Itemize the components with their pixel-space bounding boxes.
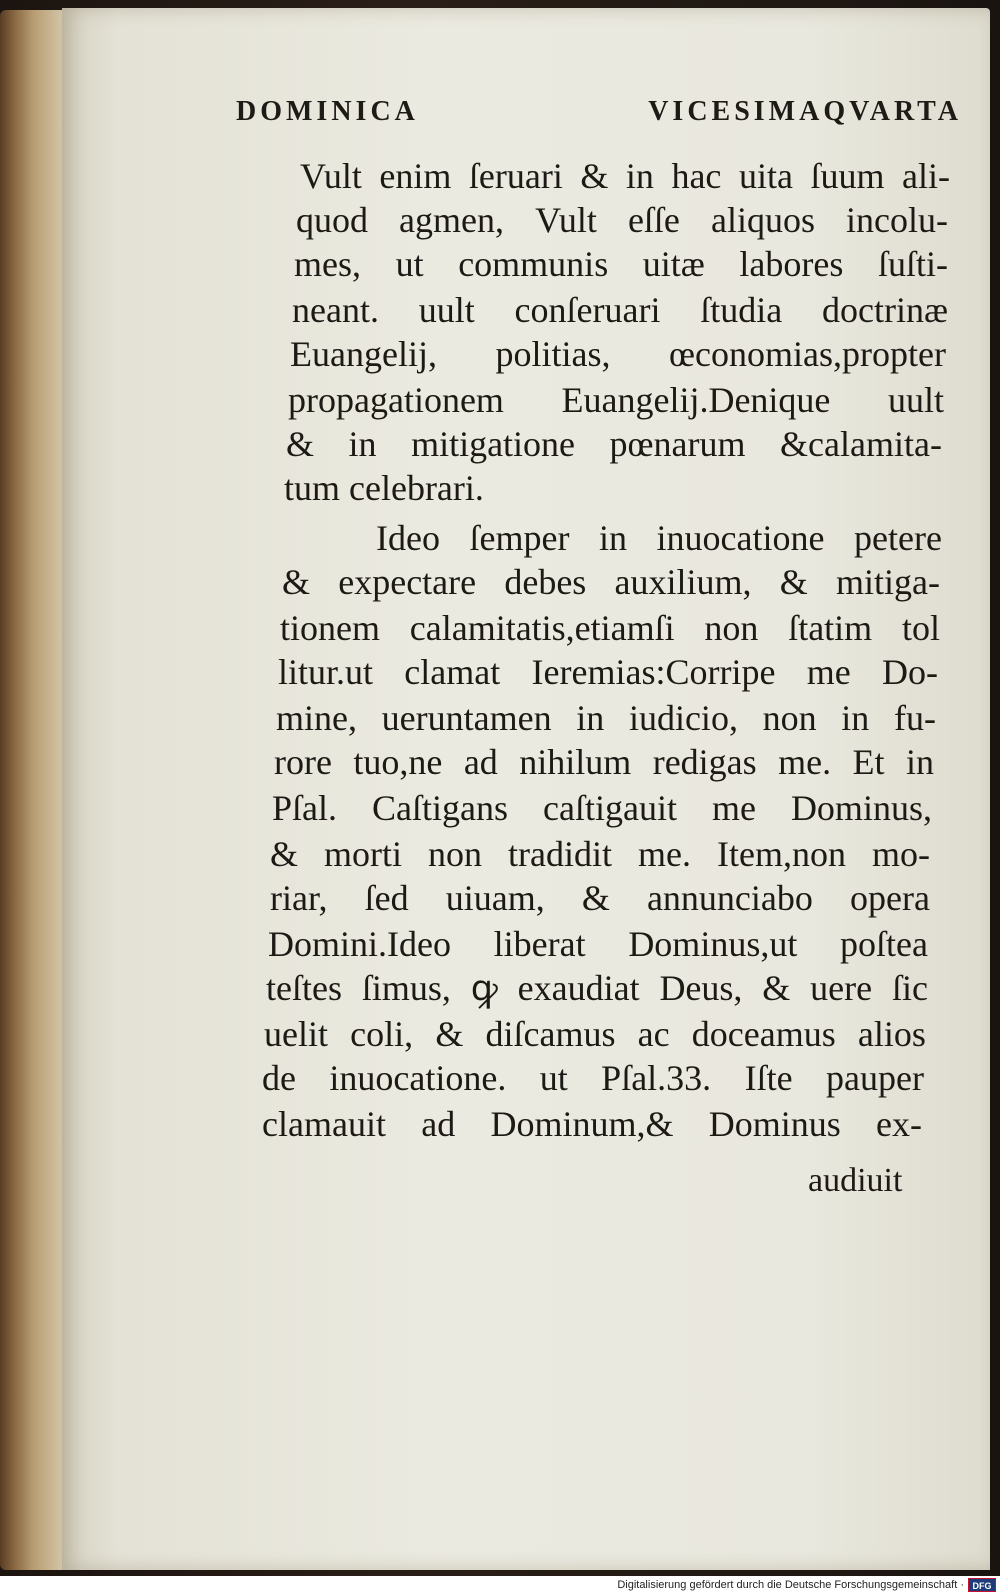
word: me [711, 788, 756, 828]
word: inuocatione [656, 518, 825, 558]
text-line [272, 790, 932, 826]
word: uelit [264, 1014, 328, 1054]
word: non [428, 834, 483, 874]
word: labores [739, 244, 844, 284]
word: poſtea [840, 924, 928, 964]
word: clamat [404, 652, 501, 692]
word: Dominus,ut [628, 924, 798, 964]
word: ali- [902, 156, 950, 196]
word: uiuam, [445, 878, 545, 918]
word: propagationem [288, 380, 504, 420]
text-line [300, 158, 950, 194]
word: auxilium, [614, 562, 752, 602]
word: in [625, 156, 654, 196]
word: ex- [876, 1104, 922, 1144]
word: quod [296, 200, 368, 240]
word: neant. [292, 290, 379, 330]
word: ut [395, 244, 424, 284]
word: fu- [893, 698, 936, 738]
text-line [266, 970, 928, 1006]
text-line [270, 880, 930, 916]
digitization-footer [0, 1576, 1000, 1596]
word: iudicio, [628, 698, 738, 738]
text-line [270, 836, 930, 872]
word: in [598, 518, 627, 558]
word: ſuſti- [877, 244, 948, 284]
word: & [286, 424, 315, 464]
word: ſic [891, 968, 928, 1008]
word: Do- [881, 652, 938, 692]
word: non [762, 698, 817, 738]
word: agmen, [399, 200, 505, 240]
word: eſſe [627, 200, 680, 240]
word: me [806, 652, 851, 692]
text-line [274, 744, 934, 780]
word: Euangelij, [290, 334, 437, 374]
word: de [262, 1058, 296, 1098]
word: tol [901, 608, 940, 648]
word: mitiga- [835, 562, 940, 602]
word: debes [504, 562, 587, 602]
word: mo- [871, 834, 930, 874]
word: non [704, 608, 759, 648]
word: uult [418, 290, 475, 330]
word: ſeruari [468, 156, 563, 196]
word: ad [463, 742, 498, 782]
running-head-left: DOMINICA [236, 96, 419, 127]
word: &calamita- [780, 424, 942, 464]
catchword: audiuit [808, 1162, 903, 1199]
word: Vult [300, 156, 362, 196]
word: pauper [825, 1058, 924, 1098]
word: Vult [535, 200, 597, 240]
word: Pſal.33. [601, 1058, 712, 1098]
word: ꝙ [470, 968, 498, 1008]
word: clamauit [262, 1104, 386, 1144]
word: politias, [495, 334, 611, 374]
word: in [348, 424, 377, 464]
word: & [282, 562, 311, 602]
word: & [580, 156, 609, 196]
word: pœnarum [609, 424, 746, 464]
word: litur.ut [278, 652, 374, 692]
text-line [288, 382, 944, 418]
word: Dominus, [790, 788, 932, 828]
word: mine, [276, 698, 357, 738]
word: opera [849, 878, 930, 918]
word: Euangelij.Denique [561, 380, 831, 420]
word: œconomias,propter [669, 334, 946, 374]
word: expectare [338, 562, 477, 602]
word: tradidit [508, 834, 612, 874]
word: tionem [280, 608, 380, 648]
word: coli, [350, 1014, 414, 1054]
word: ſtudia [700, 290, 783, 330]
word: in [576, 698, 605, 738]
word: in [841, 698, 870, 738]
word: calamitatis,etiamſi [409, 608, 675, 648]
word: ſemper [469, 518, 570, 558]
word: Dominum,& [490, 1104, 674, 1144]
word: Deus, [659, 968, 743, 1008]
word: alios [857, 1014, 926, 1054]
word: hac [671, 156, 722, 196]
word: doceamus [691, 1014, 836, 1054]
word: & [779, 562, 808, 602]
word: in [905, 742, 934, 782]
text-line [292, 292, 948, 328]
word: teſtes [266, 968, 342, 1008]
footer-credit: Digitalisierung gefördert durch die Deutsche Forschungsgemeinschaft · [617, 1579, 964, 1591]
word: Ideo [376, 518, 440, 558]
word: mitigatione [411, 424, 576, 464]
word: incolu- [846, 200, 948, 240]
text-line [262, 1106, 922, 1142]
word: Iſte [744, 1058, 793, 1098]
word: communis [458, 244, 609, 284]
word: & [270, 834, 299, 874]
word: inuocatione. [329, 1058, 507, 1098]
dfg-logo: DFG [968, 1578, 996, 1592]
text-line [282, 564, 940, 600]
word: morti [324, 834, 403, 874]
word: mes, [294, 244, 361, 284]
word: diſcamus [485, 1014, 616, 1054]
word: ad [421, 1104, 456, 1144]
word: aliquos [710, 200, 815, 240]
word: ſed [364, 878, 409, 918]
word: & [762, 968, 791, 1008]
word: Pſal. [272, 788, 338, 828]
text-line [268, 926, 928, 962]
word: Dominus [708, 1104, 841, 1144]
text-line [286, 426, 942, 462]
word: Item,non [716, 834, 846, 874]
running-head [236, 96, 962, 128]
word: uult [887, 380, 944, 420]
word: ſimus, [361, 968, 451, 1008]
word: conſeruari [514, 290, 661, 330]
text-line: tum celebrari. [284, 468, 484, 508]
word: nihilum [519, 742, 632, 782]
word: enim [379, 156, 452, 196]
text-line [262, 1060, 924, 1096]
word: annunciabo [646, 878, 813, 918]
text-line [294, 246, 948, 282]
word: uitæ [642, 244, 705, 284]
text-line [276, 700, 936, 736]
word: Et [852, 742, 885, 782]
word: exaudiat [517, 968, 640, 1008]
text-line [290, 336, 946, 372]
word: me. [638, 834, 691, 874]
word: caſtigauit [543, 788, 677, 828]
text-line [278, 654, 938, 690]
word: rore [274, 742, 332, 782]
word: riar, [270, 878, 328, 918]
word: uita [738, 156, 793, 196]
text-line [264, 1016, 926, 1052]
word: liberat [493, 924, 586, 964]
word: ueruntamen [381, 698, 552, 738]
word: Ieremias:Corripe [531, 652, 776, 692]
word: ut [539, 1058, 568, 1098]
word: & [435, 1014, 464, 1054]
word: & [581, 878, 610, 918]
word: doctrinæ [822, 290, 948, 330]
running-head-right: VICESIMAQVARTA [648, 96, 962, 127]
word: petere [854, 518, 942, 558]
text-line [280, 610, 940, 646]
word: tuo,ne [353, 742, 443, 782]
word: me. [778, 742, 832, 782]
text-line [376, 520, 942, 556]
word: Domini.Ideo [268, 924, 451, 964]
word: Caſtigans [372, 788, 508, 828]
word: redigas [652, 742, 757, 782]
text-line [296, 202, 948, 238]
word: ſuum [810, 156, 885, 196]
word: ac [637, 1014, 670, 1054]
word: uere [810, 968, 873, 1008]
word: ſtatim [788, 608, 873, 648]
